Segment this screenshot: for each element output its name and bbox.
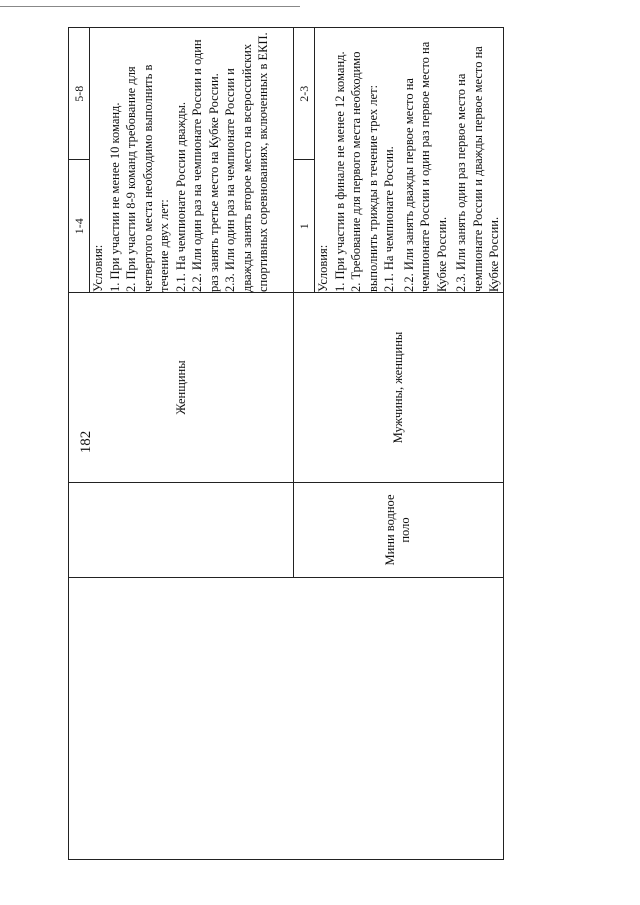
places-header bbox=[294, 28, 315, 292]
gender-cell bbox=[294, 293, 504, 483]
place-range: 2-3 bbox=[294, 28, 315, 160]
condition-line: 2.3. Или один раз на чемпионате России и дважды занять второе место на всероссийских спортивных соревнованиях, включенных в ЕКП. bbox=[223, 32, 270, 292]
place-range: 1-4 bbox=[69, 160, 90, 292]
condition-line: 2.2. Или занять дважды первое место на чемпионате России и один раз первое место на Кубке России. bbox=[401, 41, 449, 292]
conditions-cell bbox=[69, 28, 294, 293]
conditions-text bbox=[315, 28, 503, 292]
sport-label: Мини водное поло bbox=[383, 494, 413, 566]
gender-label: Мужчины, женщины bbox=[390, 331, 405, 444]
condition-line: 1. При участии не менее 10 команд. bbox=[107, 102, 122, 292]
place-range: 5-8 bbox=[69, 28, 90, 160]
condition-line: 2. При участии 8-9 команд требование для четвертого места необходимо выполнить в течение двух лет: bbox=[124, 64, 171, 292]
condition-line: Условия: bbox=[316, 244, 330, 292]
conditions-text bbox=[90, 28, 272, 292]
condition-line: Условия: bbox=[91, 244, 105, 292]
sport-cell bbox=[69, 483, 294, 578]
condition-line: 2.1. На чемпионате России дважды. bbox=[173, 102, 188, 292]
gender-cell bbox=[69, 293, 294, 483]
places-table bbox=[294, 28, 503, 292]
places-header bbox=[69, 28, 90, 292]
gender-label: Женщины bbox=[173, 360, 188, 415]
standards-table bbox=[68, 27, 504, 860]
condition-line: 1. При участии в финале не менее 12 команд. bbox=[332, 51, 347, 292]
table-row bbox=[69, 28, 294, 860]
left-empty-cell bbox=[69, 578, 504, 860]
condition-line: 2.3. Или занять один раз первое место на чемпионате России и дважды первое место на Кубке России. bbox=[454, 46, 501, 292]
condition-line: 2.1. На чемпионате России. bbox=[382, 146, 396, 292]
rotated-page bbox=[68, 28, 501, 860]
conditions-cell bbox=[294, 28, 504, 293]
condition-line: 2. Требование для первого места необходимо выполнить трижды в течение трех лет: bbox=[349, 51, 380, 292]
places-table bbox=[69, 28, 272, 292]
condition-line: 2.2. Или один раз на чемпионате России и один раз занять третье место на Кубке России. bbox=[190, 39, 221, 292]
sport-cell bbox=[294, 483, 504, 578]
place-range: 1 bbox=[294, 160, 315, 292]
page-number: 182 bbox=[78, 430, 94, 454]
top-rule bbox=[0, 6, 300, 7]
